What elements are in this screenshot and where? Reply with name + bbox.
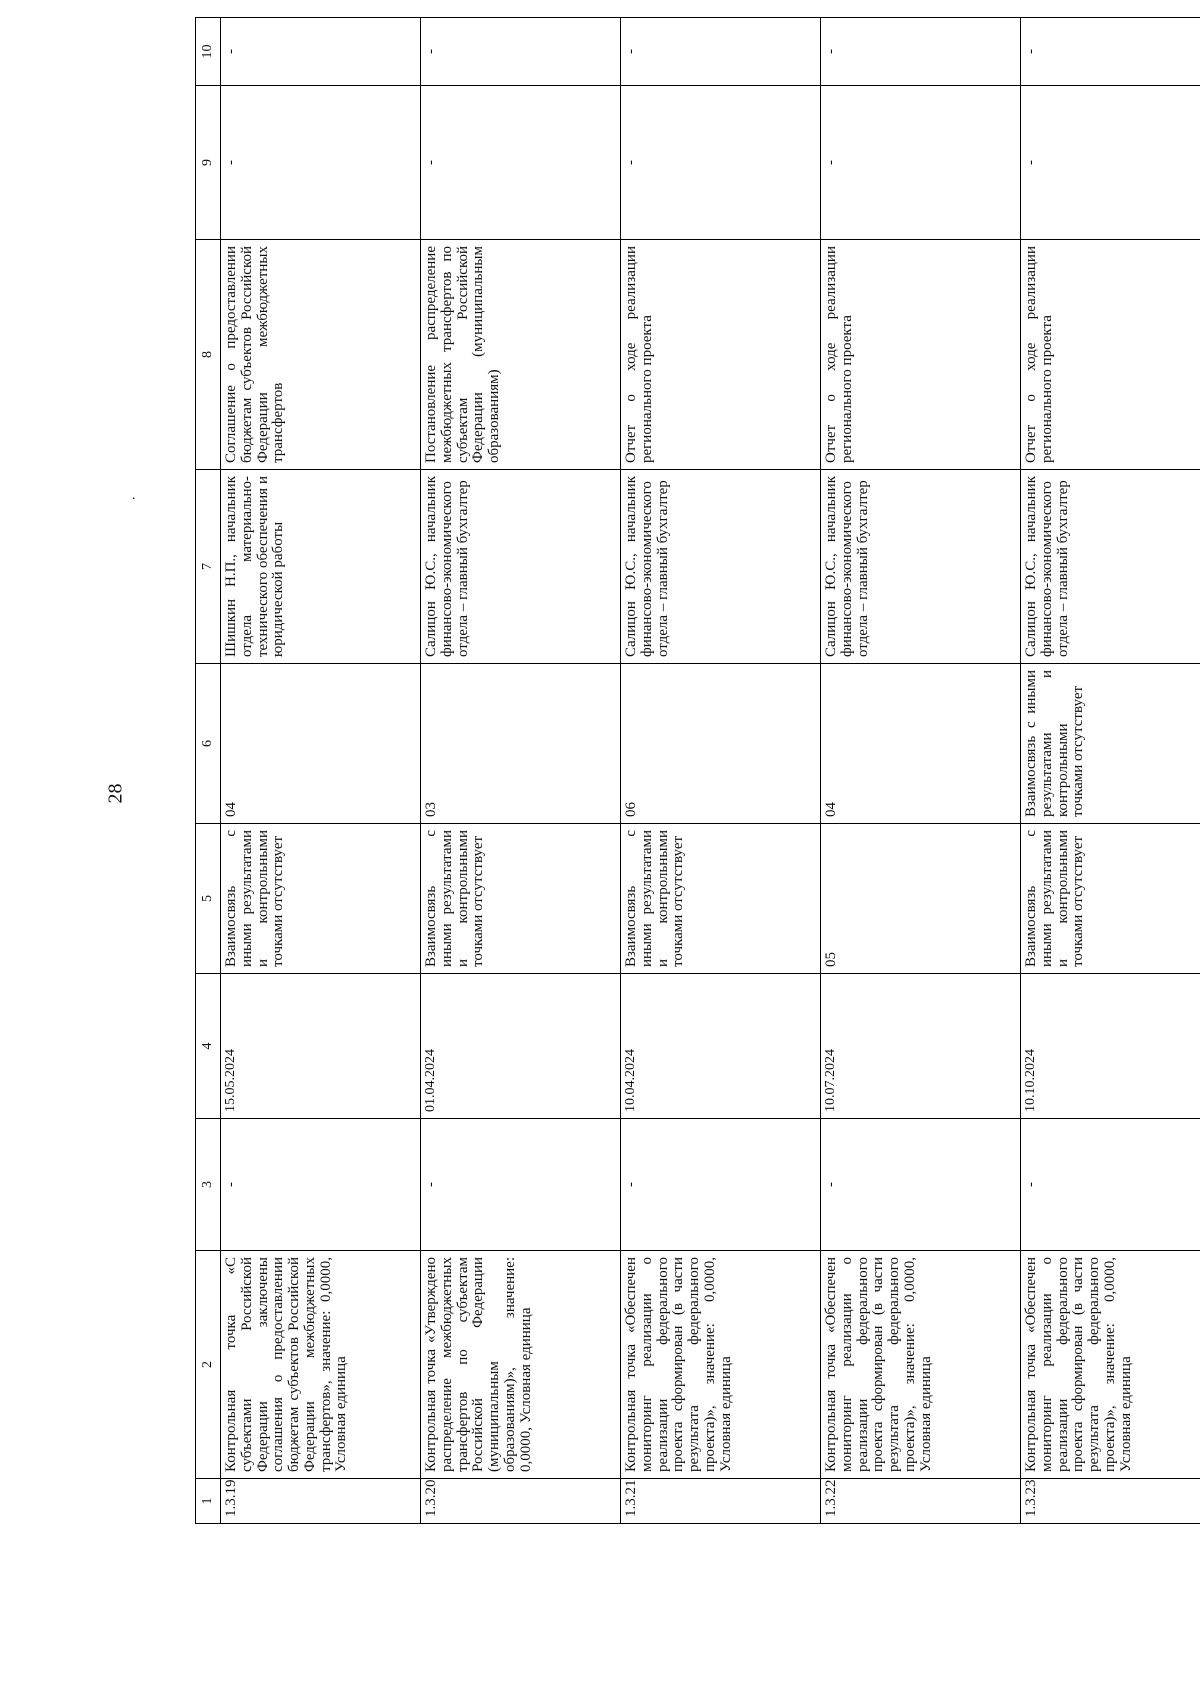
document-type: Отчет о ходе реализации регионального проекта xyxy=(1021,240,1200,470)
responsible-person: Салицон Ю.С., начальник финансово-экономического отдела – главный бухгалтер xyxy=(421,470,621,664)
successor: 06 xyxy=(621,664,821,824)
col-10-value: - xyxy=(1021,18,1200,86)
due-date: 10.07.2024 xyxy=(821,974,1021,1119)
due-date: 01.04.2024 xyxy=(421,974,621,1119)
document-type: Постановление распределение межбюджетных трансфертов по субъектам Российской Федерации (муниципальным образованиям) xyxy=(421,240,621,470)
control-point-name: Контрольная точка «Утверждено распределение межбюджетных трансфертов по субъектам Российской Федерации (муниципальным образованиям)», значение: 0,0000, Условная единица xyxy=(421,1251,621,1479)
header-col-5: 5 xyxy=(196,824,221,974)
table-row xyxy=(421,18,621,1524)
row-number: 1.3.23 xyxy=(1021,1479,1200,1524)
base-value: - xyxy=(421,1119,621,1251)
col-9-value: - xyxy=(621,86,821,240)
table-row xyxy=(221,18,421,1524)
control-point-name: Контрольная точка «Обеспечен мониторинг реализации о реализации федерального проекта сформирован (в части результата федерального проекта)», значение: 0,0000, Условная единица xyxy=(1021,1251,1200,1479)
predecessor: 05 xyxy=(821,824,1021,974)
col-9-value: - xyxy=(221,86,421,240)
col-9-value: - xyxy=(421,86,621,240)
col-10-value: - xyxy=(221,18,421,86)
col-10-value: - xyxy=(421,18,621,86)
predecessor: Взаимосвязь с иными результатами и контрольными точками отсутствует xyxy=(1021,824,1200,974)
responsible-person: Салицон Ю.С., начальник финансово-экономического отдела – главный бухгалтер xyxy=(621,470,821,664)
col-9-value: - xyxy=(821,86,1021,240)
control-point-name: Контрольная точка «Обеспечен мониторинг реализации о реализации федерального проекта сформирован (в части результата федерального проекта)», значение: 0,0000, Условная единица xyxy=(821,1251,1021,1479)
table-row xyxy=(621,18,821,1524)
predecessor: Взаимосвязь с иными результатами и контрольными точками отсутствует xyxy=(221,824,421,974)
predecessor: Взаимосвязь с иными результатами и контрольными точками отсутствует xyxy=(421,824,621,974)
rotated-table-wrapper xyxy=(195,18,1200,1524)
col-10-value: - xyxy=(621,18,821,86)
header-col-6: 6 xyxy=(196,664,221,824)
base-value: - xyxy=(221,1119,421,1251)
page-mark: . xyxy=(132,488,136,503)
header-col-7: 7 xyxy=(196,470,221,664)
base-value: - xyxy=(621,1119,821,1251)
due-date: 10.10.2024 xyxy=(1021,974,1200,1119)
col-9-value: - xyxy=(1021,86,1200,240)
header-col-4: 4 xyxy=(196,974,221,1119)
due-date: 15.05.2024 xyxy=(221,974,421,1119)
header-col-10: 10 xyxy=(196,18,221,86)
document-type: Отчет о ходе реализации регионального проекта xyxy=(821,240,1021,470)
row-number: 1.3.22 xyxy=(821,1479,1021,1524)
base-value: - xyxy=(1021,1119,1200,1251)
responsible-person: Салицон Ю.С., начальник финансово-экономического отдела – главный бухгалтер xyxy=(821,470,1021,664)
header-col-3: 3 xyxy=(196,1119,221,1251)
page-number: 28 xyxy=(104,783,127,804)
table-row xyxy=(821,18,1021,1524)
header-col-1: 1 xyxy=(196,1479,221,1524)
responsible-person: Салицон Ю.С., начальник финансово-экономического отдела – главный бухгалтер xyxy=(1021,470,1200,664)
base-value: - xyxy=(821,1119,1021,1251)
table-row xyxy=(1021,18,1200,1524)
header-col-2: 2 xyxy=(196,1251,221,1479)
responsible-person: Шишкин Н.П., начальник отдела материально-технического обеспечения и юридической работы xyxy=(221,470,421,664)
header-row xyxy=(196,18,221,1524)
control-point-name: Контрольная точка «С субъектами Российской Федерации заключены соглашения о предоставлении бюджетам субъектов Российской Федерации межбюджетных трансфертов», значение: 0,0000, Условная единица xyxy=(221,1251,421,1479)
document-type: Отчет о ходе реализации регионального проекта xyxy=(621,240,821,470)
row-number: 1.3.21 xyxy=(621,1479,821,1524)
due-date: 10.04.2024 xyxy=(621,974,821,1119)
predecessor: Взаимосвязь с иными результатами и контрольными точками отсутствует xyxy=(621,824,821,974)
header-col-9: 9 xyxy=(196,86,221,240)
document-type: Соглашение о предоставлении бюджетам субъектов Российской Федерации межбюджетных трансфертов xyxy=(221,240,421,470)
row-number: 1.3.19 xyxy=(221,1479,421,1524)
successor: 04 xyxy=(221,664,421,824)
header-col-8: 8 xyxy=(196,240,221,470)
successor: 03 xyxy=(421,664,621,824)
control-points-table xyxy=(195,17,1200,1524)
successor: Взаимосвязь с иными результатами и контрольными точками отсутствует xyxy=(1021,664,1200,824)
row-number: 1.3.20 xyxy=(421,1479,621,1524)
successor: 04 xyxy=(821,664,1021,824)
col-10-value: - xyxy=(821,18,1021,86)
control-point-name: Контрольная точка «Обеспечен мониторинг реализации о реализации федерального проекта сформирован (в части результата федерального проекта)», значение: 0,0000, Условная единица xyxy=(621,1251,821,1479)
